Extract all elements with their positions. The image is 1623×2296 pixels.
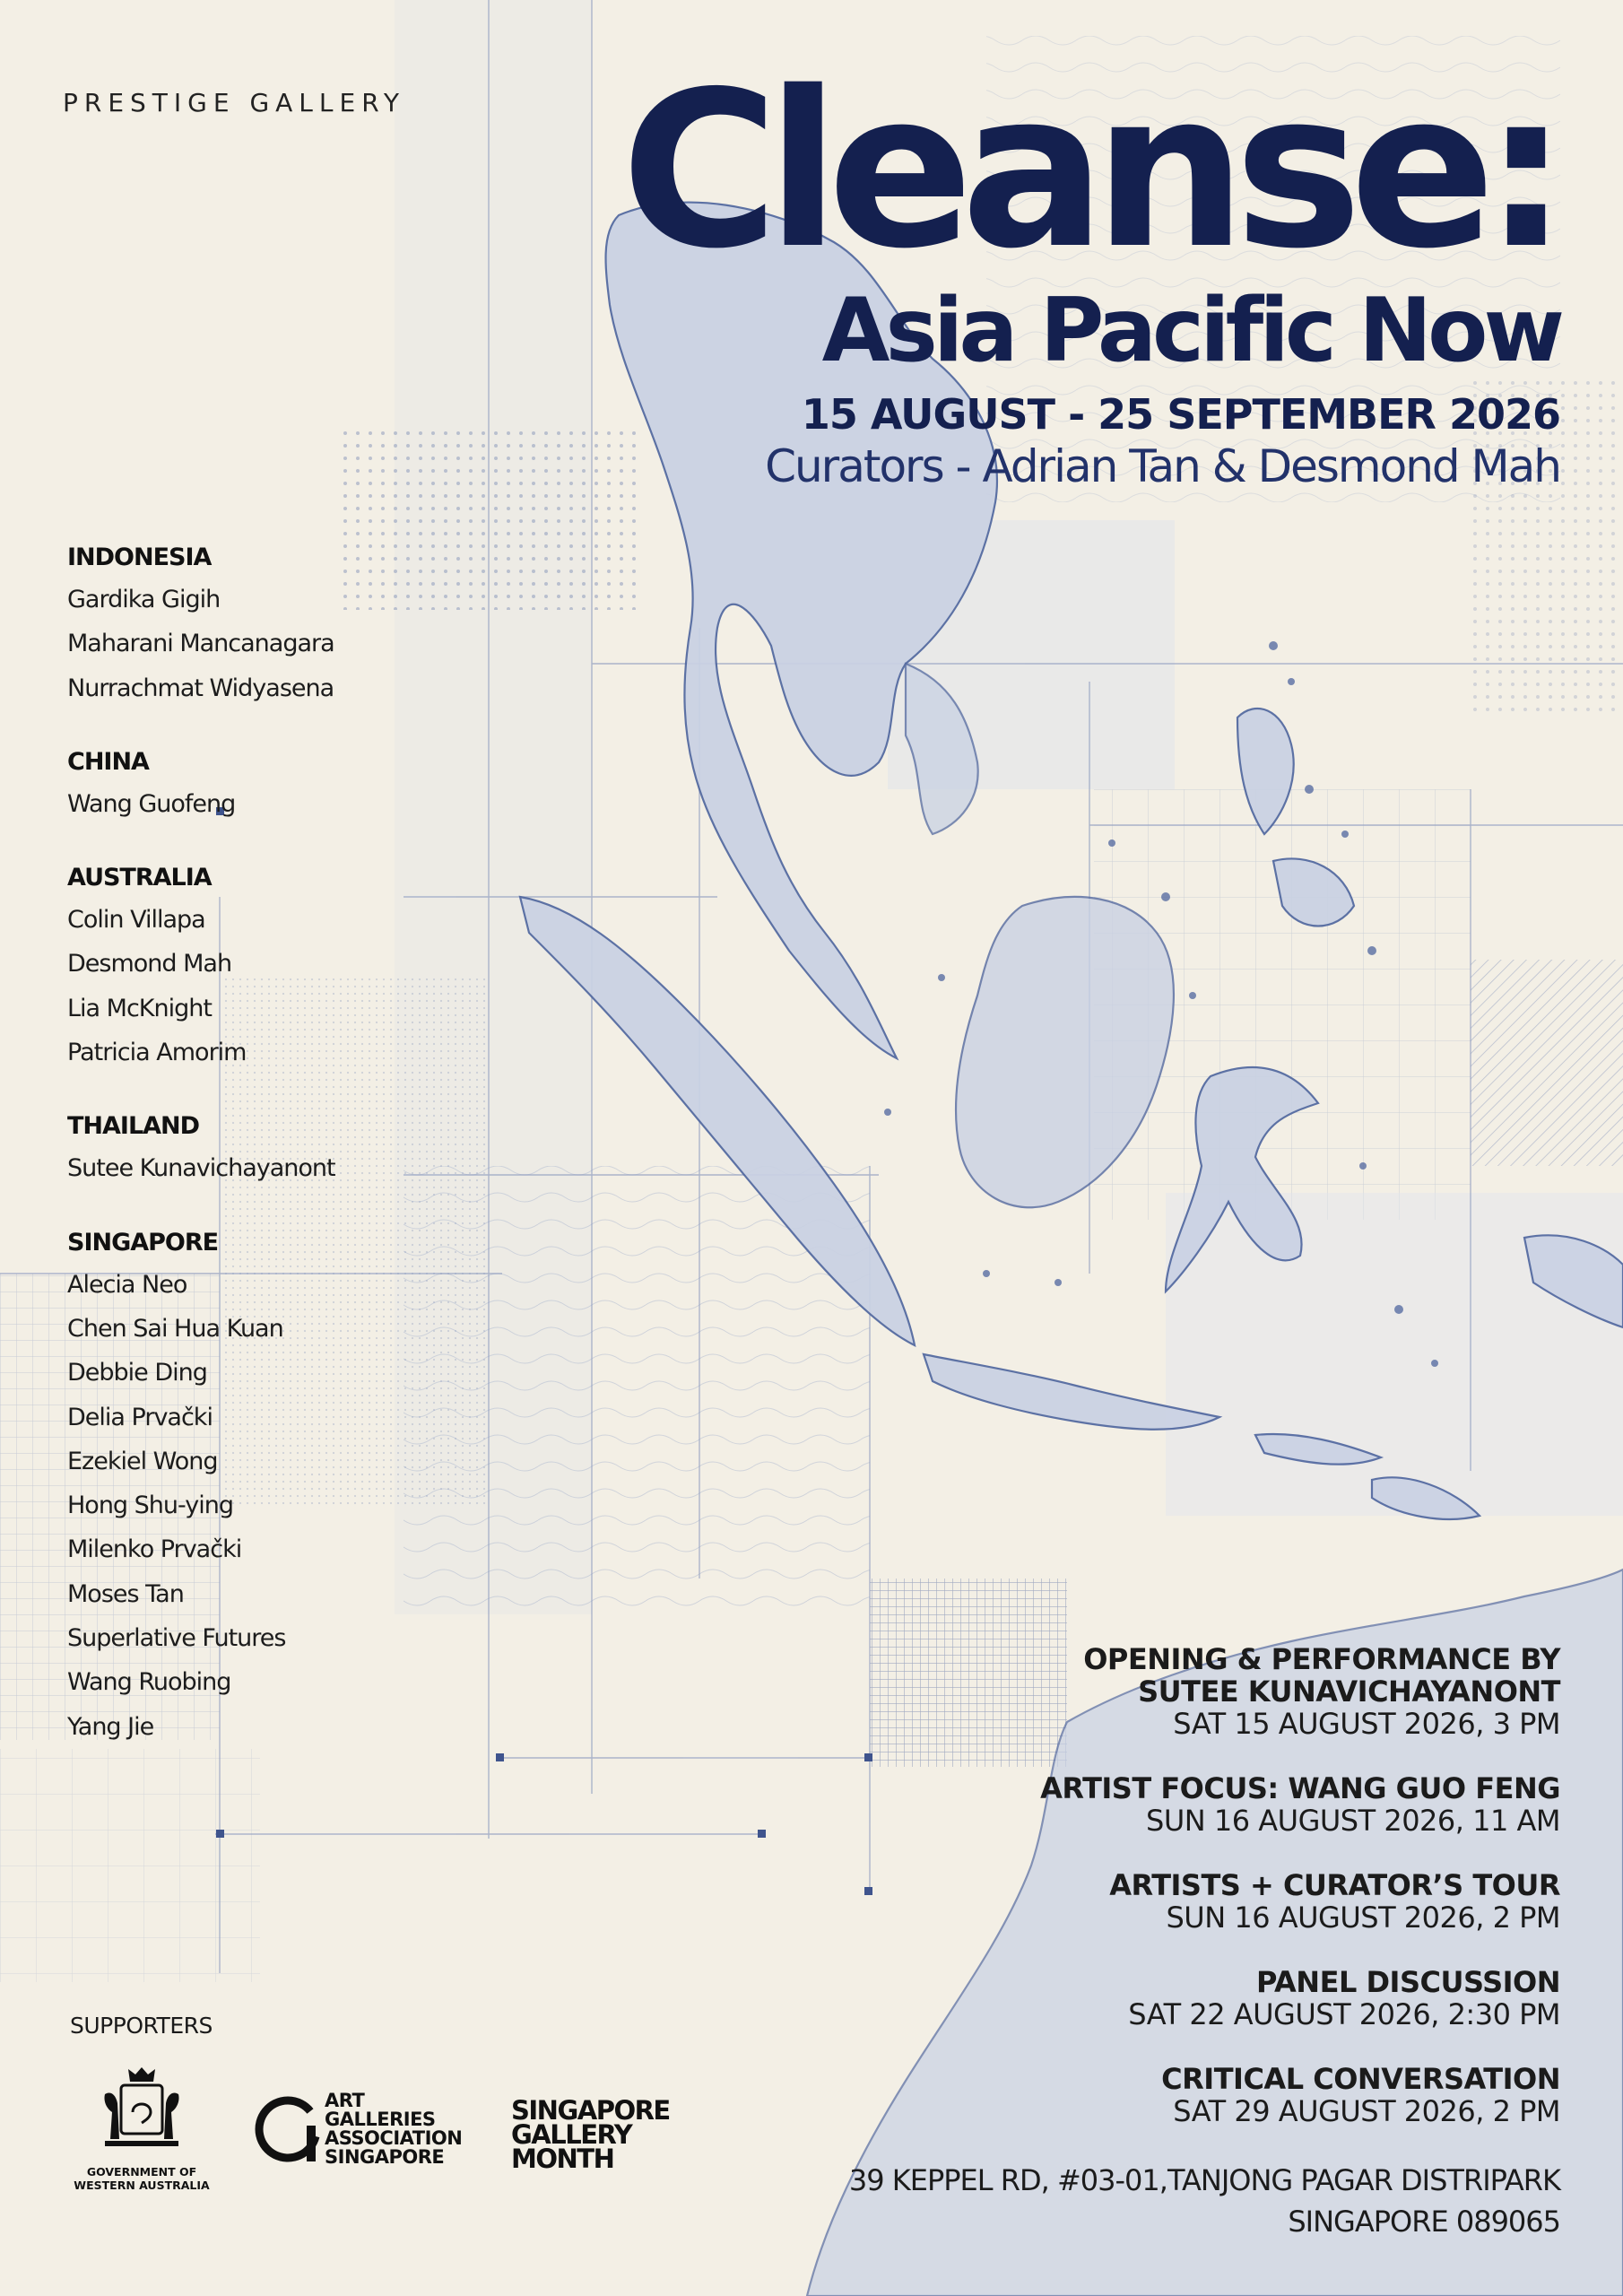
artist-list (67, 538, 534, 1781)
gov-logo-line-2: WESTERN AUSTRALIA (74, 2179, 210, 2192)
artist-name: Delia Prvački (67, 1403, 213, 1431)
event-date: SUN 16 AUGUST 2026, 2 PM (1166, 1900, 1560, 1935)
artist-name: Lia McKnight (67, 994, 212, 1022)
event-title: CRITICAL CONVERSATION (1161, 2062, 1560, 2096)
artist-name: Patricia Amorim (67, 1039, 247, 1067)
event-title: ARTISTS + CURATOR’S TOUR (1109, 1868, 1560, 1902)
artist-name: Alecia Neo (67, 1270, 187, 1299)
artist-name: Superlative Futures (67, 1624, 286, 1653)
curators-line: Curators - Adrian Tan & Desmond Mah (765, 440, 1560, 492)
event-date: SUN 16 AUGUST 2026, 11 AM (1146, 1804, 1560, 1838)
artist-name: Wang Guofeng (67, 789, 236, 818)
exhibition-title: Cleanse: (621, 45, 1557, 296)
artist-name: Nurrachmat Widyasena (67, 674, 334, 702)
aga-logo-line-4: SINGAPORE (325, 2146, 445, 2168)
event-item (681, 1966, 1560, 2031)
singapore-gallery-month-logo (511, 2095, 670, 2174)
exhibition-subtitle: Asia Pacific Now (821, 280, 1560, 382)
country-group (67, 1223, 534, 1749)
country-name: INDONESIA (67, 544, 212, 571)
artist-name: Sutee Kunavichayanont (67, 1154, 335, 1183)
aga-logo-line-1: ART (325, 2090, 365, 2111)
event-title: PANEL DISCUSSION (1256, 1965, 1560, 1999)
country-group (67, 858, 534, 1074)
artist-name: Colin Villapa (67, 906, 205, 935)
coat-of-arms-icon (92, 2058, 191, 2157)
address-line-2: SINGAPORE 089065 (1288, 2205, 1560, 2239)
artist-name: Chen Sai Hua Kuan (67, 1314, 283, 1343)
aga-ring-icon (255, 2093, 325, 2170)
country-name: THAILAND (67, 1112, 200, 1141)
aga-logo-line-3: ASSOCIATION (325, 2127, 463, 2149)
country-group (67, 743, 534, 826)
event-item (681, 1772, 1560, 1837)
gov-logo-line-1: GOVERNMENT OF (86, 2165, 197, 2179)
event-item (681, 2063, 1560, 2127)
event-item (681, 1643, 1560, 1740)
event-date: SAT 29 AUGUST 2026, 2 PM (1173, 2094, 1560, 2128)
artist-name: Hong Shu-ying (67, 1492, 234, 1520)
artist-name: Desmond Mah (67, 950, 232, 978)
title-block (574, 45, 1560, 493)
venue-address (681, 2160, 1560, 2242)
country-name: SINGAPORE (67, 1228, 219, 1257)
country-name: AUSTRALIA (67, 864, 212, 892)
artist-name: Gardika Gigih (67, 586, 221, 613)
country-group (67, 1107, 534, 1190)
events-list (681, 1643, 1560, 2242)
artist-name: Wang Ruobing (67, 1668, 231, 1697)
exhibition-dates: 15 AUGUST - 25 SEPTEMBER 2026 (801, 390, 1560, 439)
supporters-label: SUPPORTERS (70, 2013, 213, 2039)
art-galleries-association-singapore-logo (255, 2092, 488, 2172)
sgm-logo-line-2: GALLERY (511, 2119, 632, 2150)
artist-name: Ezekiel Wong (67, 1447, 218, 1475)
artist-name: Maharani Mancanagara (67, 630, 334, 658)
event-date: SAT 22 AUGUST 2026, 2:30 PM (1128, 1997, 1560, 2031)
event-title: ARTIST FOCUS: WANG GUO FENG (1040, 1771, 1560, 1805)
event-title: SUTEE KUNAVICHAYANONT (1138, 1674, 1560, 1709)
government-of-western-australia-logo (70, 2058, 213, 2192)
artist-name: Moses Tan (67, 1579, 184, 1608)
artist-name: Debbie Ding (67, 1359, 207, 1387)
sgm-logo-line-3: MONTH (511, 2144, 614, 2174)
gallery-name: PRESTIGE GALLERY (63, 88, 405, 117)
event-date: SAT 15 AUGUST 2026, 3 PM (1173, 1707, 1560, 1741)
artist-name: Milenko Prvački (67, 1535, 242, 1564)
event-item (681, 1869, 1560, 1934)
aga-logo-line-2: GALLERIES (325, 2109, 436, 2130)
sgm-logo-line-1: SINGAPORE (511, 2095, 670, 2126)
artist-name: Yang Jie (67, 1712, 154, 1741)
address-line-1: 39 KEPPEL RD, #03-01,TANJONG PAGAR DISTRIPARK (848, 2163, 1560, 2197)
country-name: CHINA (67, 747, 149, 776)
event-title: OPENING & PERFORMANCE BY (1083, 1642, 1560, 1676)
country-group (67, 538, 534, 710)
